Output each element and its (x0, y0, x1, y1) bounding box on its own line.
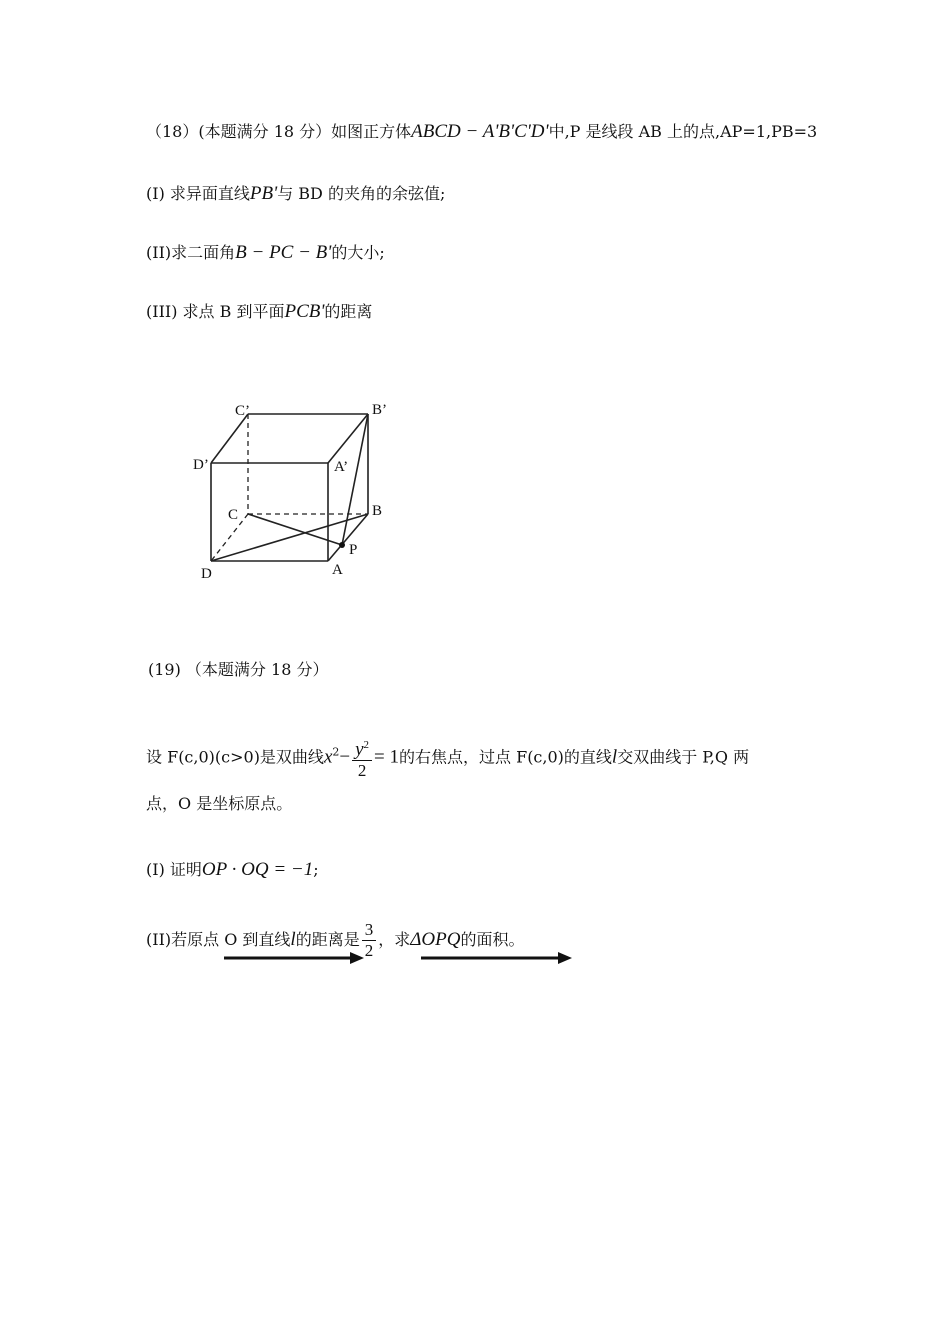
q19-eq-numerator (352, 735, 372, 761)
q19-part2-triangle: ΔOPQ (410, 929, 461, 950)
q19-eq-denominator: 2 (357, 761, 367, 780)
q18-part2 (146, 242, 385, 264)
q18-cube-name: ABCD − A'B'C'D' (411, 121, 549, 142)
q19-part2-text: (II)若原点 O 到直线 (146, 930, 291, 949)
q18-part1-math: PB' (249, 183, 278, 204)
q19-eq-num-exp: 2 (363, 739, 370, 751)
q18-part2-text: (II)求二面角 (146, 243, 236, 262)
q19-intro-text-2: 的右焦点，过点 F(c,0)的直线 (399, 747, 612, 767)
q19-eq-fraction (352, 735, 372, 781)
q19-eq-minus: − (339, 746, 351, 768)
label-p: P (349, 542, 358, 558)
q18-part3-text: (III) 求点 B 到平面 (146, 302, 285, 321)
q19-eq-x: x (323, 746, 333, 768)
label-a: A (332, 562, 343, 578)
q19-intro-text-3: 交双曲线于 P,Q 两 (617, 747, 750, 767)
q18-title (146, 121, 817, 143)
q19-part2-text-4: 的面积。 (460, 930, 525, 949)
q18-part1-text-2: 与 BD 的夹角的余弦值; (277, 184, 446, 203)
arrow-right-icon (421, 950, 574, 966)
label-dprime: D’ (193, 457, 209, 473)
point-p (339, 542, 345, 548)
label-bprime: B’ (372, 402, 387, 418)
q18-part2-math: B − PC − B' (235, 242, 332, 263)
label-cprime: C’ (235, 403, 250, 419)
label-d: D (201, 566, 212, 582)
edge-bprime-aprime (328, 414, 368, 463)
q18-title-text-2: 中,P 是线段 AB 上的点,AP=1,PB=3 (548, 122, 818, 141)
q19-intro-line2: 点，O 是坐标原点。 (146, 794, 293, 813)
q19-part1-text: (I) 证明 (146, 860, 202, 879)
q19-eq-num-y: y (355, 739, 364, 760)
q19-part1 (146, 859, 319, 881)
edge-a-b (328, 514, 368, 561)
segment-p-bprime (342, 414, 368, 545)
label-c: C (228, 507, 239, 523)
label-aprime: A’ (334, 459, 349, 475)
q19-part1-math: OP · OQ = −1 (201, 859, 314, 880)
q19-title: (19) （本题满分 18 分） (148, 660, 329, 679)
q19-part2-text-3: ，求 (378, 930, 411, 949)
q18-part3 (146, 301, 372, 323)
q18-part1-text: (I) 求异面直线 (146, 184, 250, 203)
label-b: B (372, 503, 383, 519)
q19-part2-denominator: 2 (364, 941, 374, 960)
q19-eq-rhs: = 1 (374, 746, 399, 768)
edge-cprime-dprime (211, 414, 248, 463)
q19-part2-numerator: 3 (362, 920, 377, 941)
q19-intro (146, 735, 749, 781)
q18-part3-math: PCB' (284, 301, 325, 322)
arrow-left-icon (224, 950, 366, 966)
q19-eq-x-exp: 2 (332, 745, 340, 759)
q19-line-symbol: l (611, 746, 618, 768)
q19-part1-text-2: ; (313, 860, 319, 879)
cube-figure (180, 395, 410, 595)
q19-part2-line-symbol: l (290, 929, 296, 950)
q19-part2-text-2: 的距离是 (295, 930, 360, 949)
q19-intro-text: 设 F(c,0)(c>0)是双曲线 (146, 747, 324, 767)
q18-part2-text-2: 的大小; (331, 243, 385, 262)
q18-title-text: （18）(本题满分 18 分）如图正方体 (146, 122, 412, 141)
q18-part1 (146, 183, 445, 205)
q18-part3-text-2: 的距离 (324, 302, 373, 321)
